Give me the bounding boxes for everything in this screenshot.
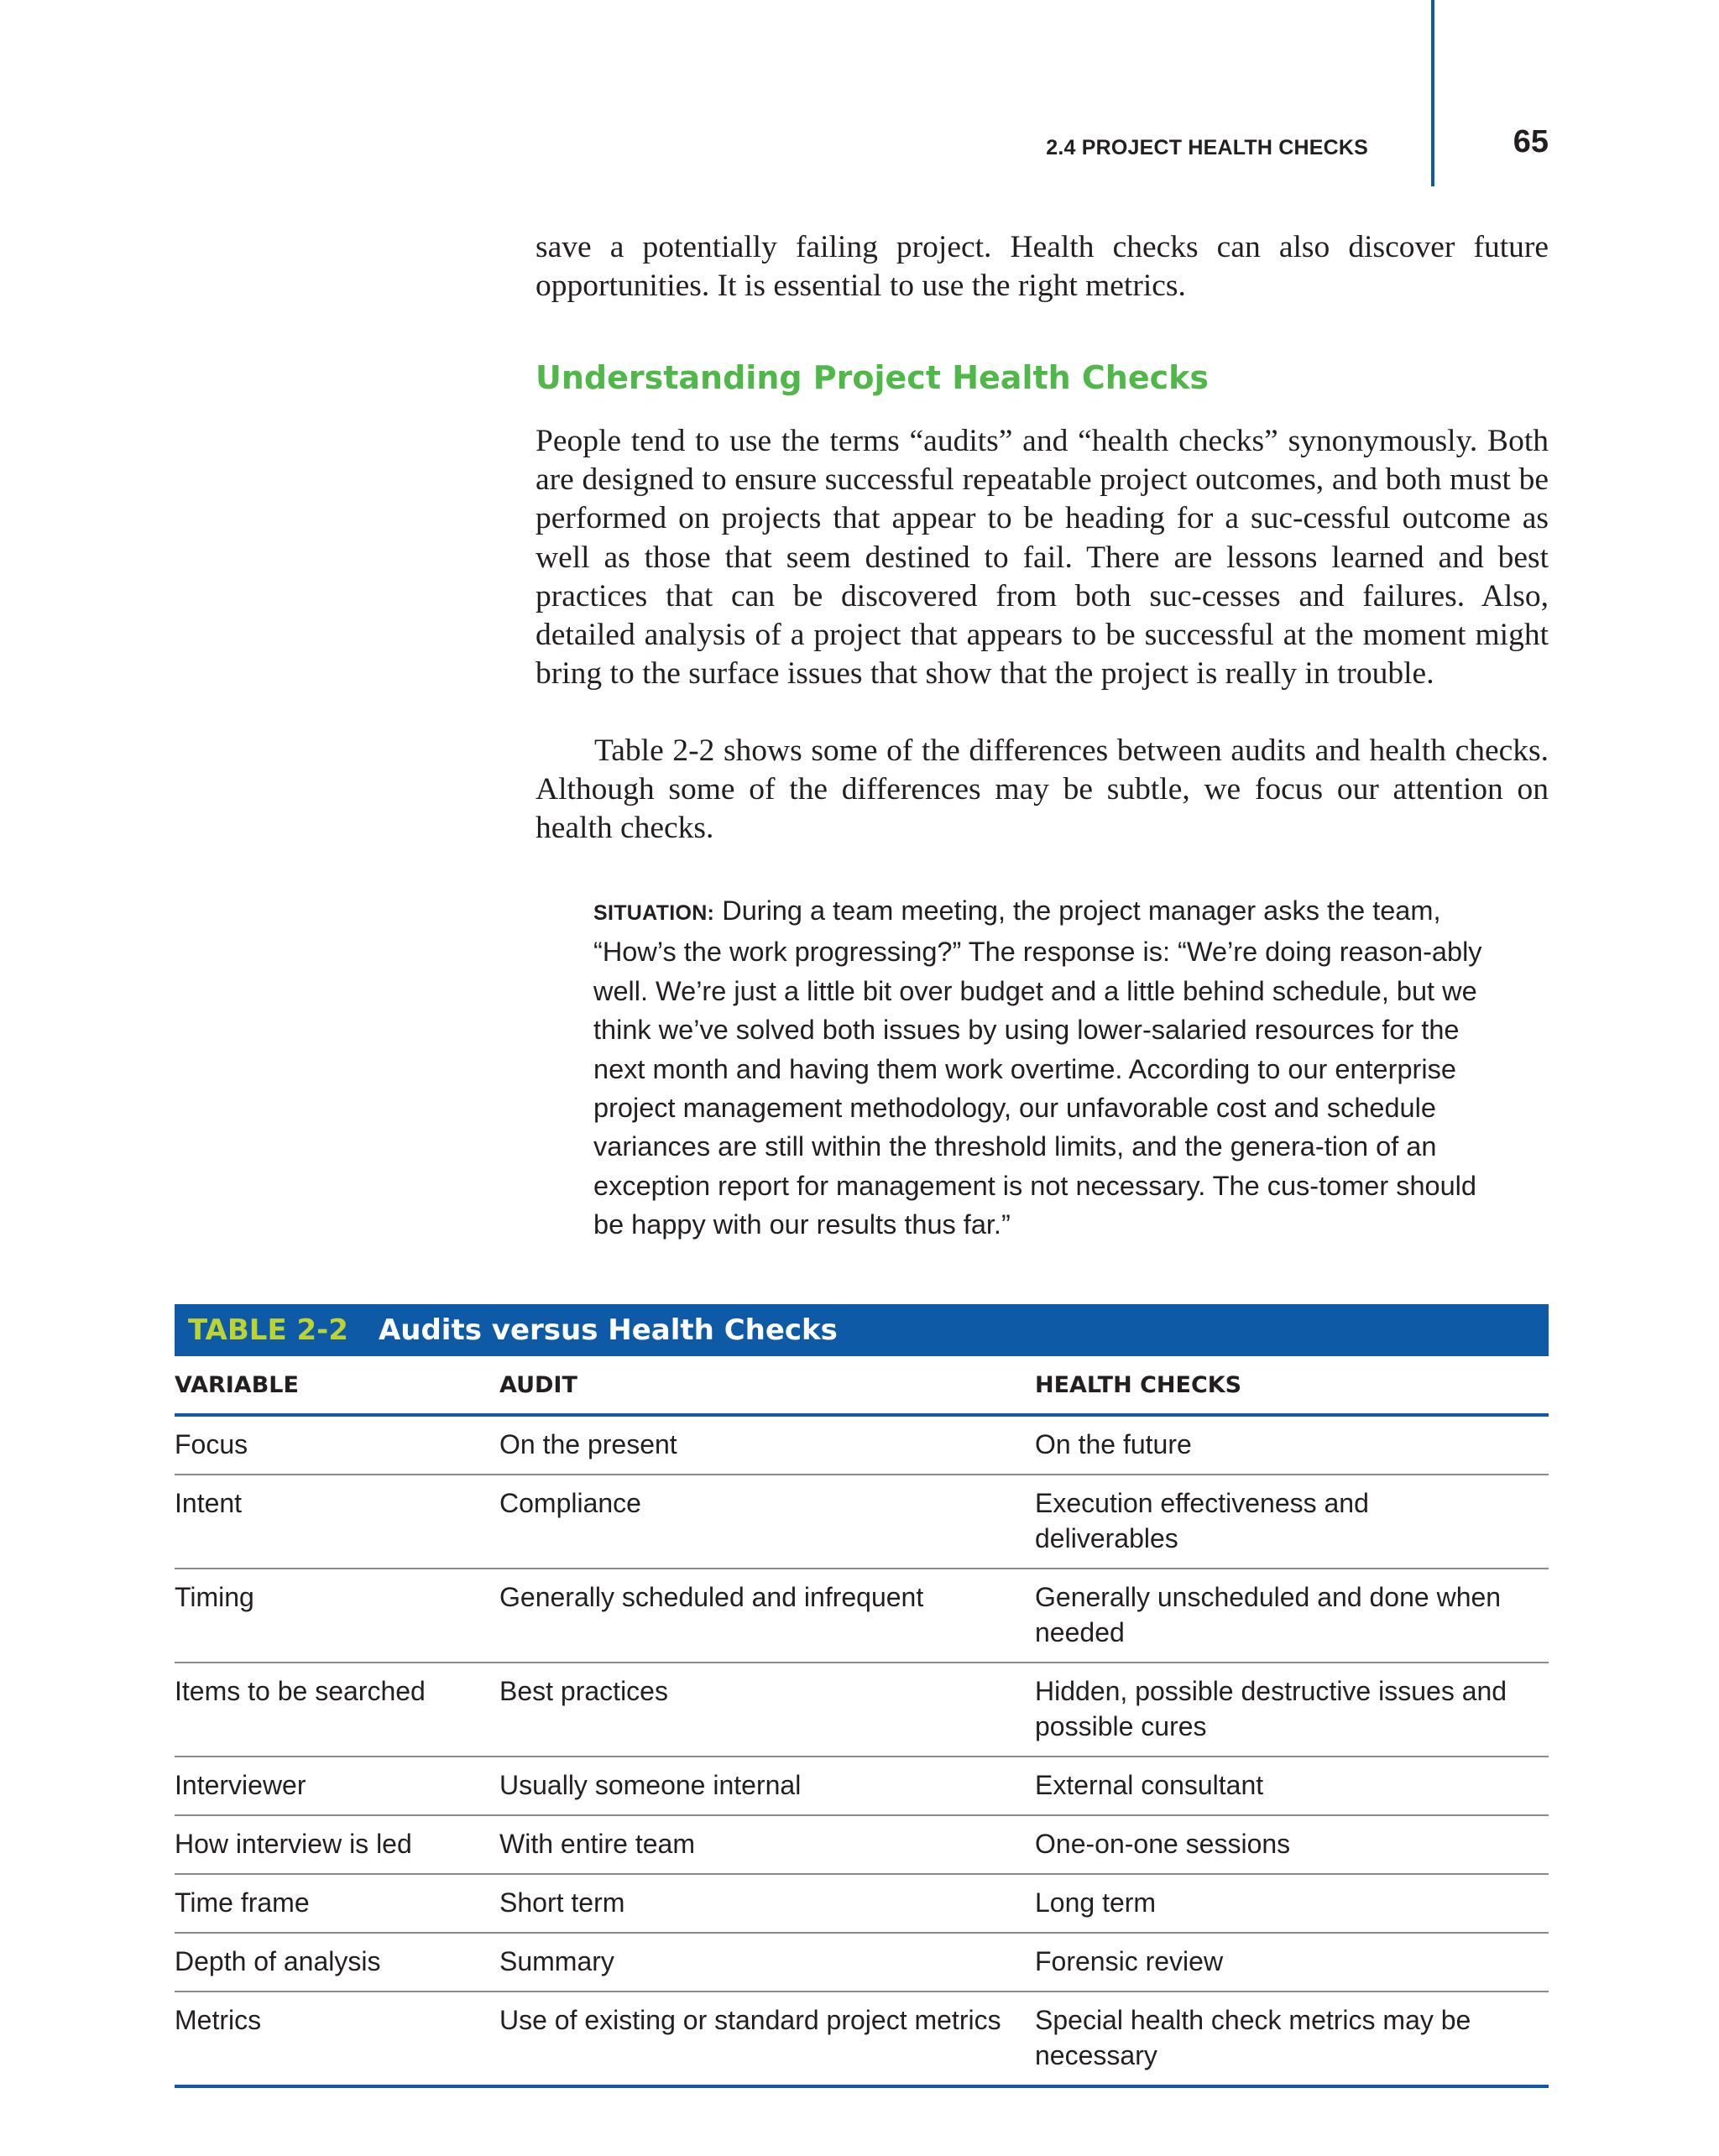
cell-audit: On the present <box>499 1415 1035 1475</box>
cell-variable: Interviewer <box>175 1757 499 1815</box>
table-row <box>175 1415 1549 1475</box>
table-header-row <box>175 1356 1549 1415</box>
cell-health-check: Forensic review <box>1035 1933 1549 1992</box>
table-row <box>175 1569 1549 1663</box>
running-head: 2.4 PROJECT HEALTH CHECKS <box>1046 136 1368 159</box>
cell-audit: Best practices <box>499 1663 1035 1757</box>
cell-health-check: Generally unscheduled and done when needed <box>1035 1569 1549 1663</box>
table-row <box>175 1663 1549 1757</box>
column-header-audit: AUDIT <box>499 1356 1035 1415</box>
cell-variable: Items to be searched <box>175 1663 499 1757</box>
cell-variable: Time frame <box>175 1874 499 1933</box>
cell-health-check: One-on-one sessions <box>1035 1815 1549 1874</box>
table-row <box>175 1757 1549 1815</box>
cell-variable: Depth of analysis <box>175 1933 499 1992</box>
table-number: TABLE 2-2 <box>188 1313 348 1347</box>
cell-audit: Use of existing or standard project metrics <box>499 1992 1035 2086</box>
table-title: Audits versus Health Checks <box>378 1313 838 1347</box>
table-title-bar <box>175 1304 1549 1356</box>
cell-audit: Usually someone internal <box>499 1757 1035 1815</box>
table-row <box>175 1475 1549 1569</box>
table-row <box>175 1933 1549 1992</box>
cell-audit: Compliance <box>499 1475 1035 1569</box>
table-row <box>175 1815 1549 1874</box>
cell-health-check: Long term <box>1035 1874 1549 1933</box>
cell-health-check: Special health check metrics may be necessary <box>1035 1992 1549 2086</box>
comparison-table <box>175 1356 1549 2088</box>
cell-audit: Generally scheduled and infrequent <box>499 1569 1035 1663</box>
cell-variable: Timing <box>175 1569 499 1663</box>
paragraph-intro: save a potentially failing project. Health checks can also discover future opportunities. It is essential to use the right metrics. <box>536 230 1549 304</box>
table-row <box>175 1874 1549 1933</box>
cell-variable: Intent <box>175 1475 499 1569</box>
cell-health-check: On the future <box>1035 1415 1549 1475</box>
cell-health-check: External consultant <box>1035 1757 1549 1815</box>
section-heading: Understanding Project Health Checks <box>536 359 1210 396</box>
cell-audit: With entire team <box>499 1815 1035 1874</box>
table-row <box>175 1992 1549 2086</box>
column-header-variable: VARIABLE <box>175 1356 499 1415</box>
header-rule <box>1431 0 1434 186</box>
cell-health-check: Execution effectiveness and deliverables <box>1035 1475 1549 1569</box>
cell-variable: Focus <box>175 1415 499 1475</box>
cell-variable: How interview is led <box>175 1815 499 1874</box>
page-number: 65 <box>1513 124 1549 159</box>
column-header-health-checks: HEALTH CHECKS <box>1035 1356 1549 1415</box>
cell-audit: Short term <box>499 1874 1035 1933</box>
situation-label: SITUATION: <box>593 901 715 925</box>
cell-health-check: Hidden, possible destructive issues and possible cures <box>1035 1663 1549 1757</box>
paragraph-audits-health-checks: People tend to use the terms “audits” and “health checks” synonymously. Both are designed to ensure successful repeatable project outcomes, and both must be performed on projects that appear to be heading for a suc-cessful outcome as well as those that seem destined to fail. There are lessons learned and best practices that can be discovered from both suc-cesses and failures. Also, detailed analysis of a project that appears to be successful at the moment might bring to the surface issues that show that the project is really in trouble. <box>536 424 1549 692</box>
cell-audit: Summary <box>499 1933 1035 1992</box>
situation-box <box>593 891 1497 1245</box>
paragraph-table-reference: Table 2-2 shows some of the differences between audits and health checks. Although some of the differences may be subtle, we focus our attention on health checks. <box>536 733 1549 846</box>
situation-text: During a team meeting, the project manager asks the team, “How’s the work progressing?” The response is: “We’re doing reason-ably well. We’re just a little bit over budget and a little behind schedule, but we think we’ve solved both issues by using lower-salaried resources for the next month and having them work overtime. According to our enterprise project management methodology, our unfavorable cost and schedule variances are still within the threshold limits, and the genera-tion of an exception report for management is not necessary. The cus-tomer should be happy with our results thus far.” <box>593 895 1482 1240</box>
cell-variable: Metrics <box>175 1992 499 2086</box>
